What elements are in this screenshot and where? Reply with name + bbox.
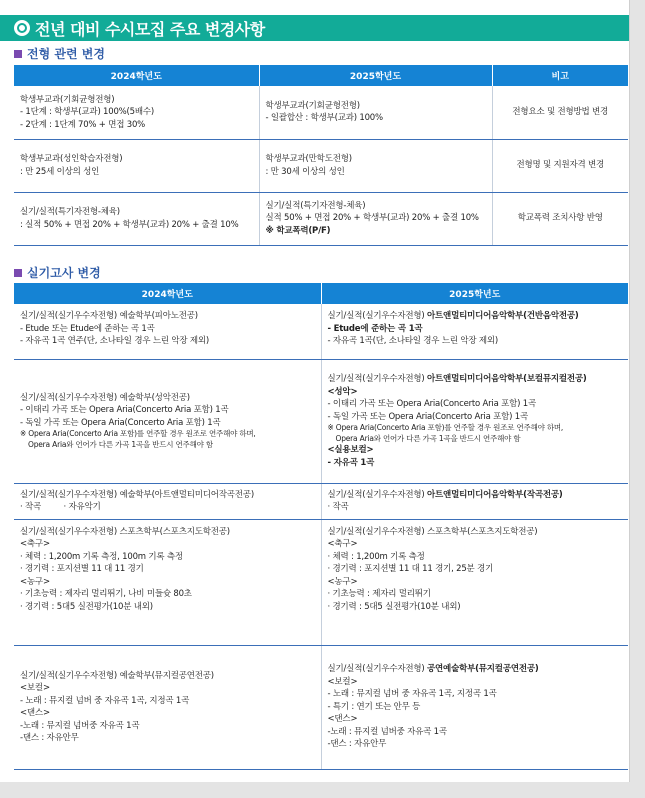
- title-banner: [0, 15, 629, 41]
- table-row: 학생부교과(성인학습자전형) : 만 25세 이상의 성인 학생부교과(만학도전형) : 만 30세 이상의 성인 전형명 및 지원자격 변경: [14, 139, 628, 192]
- table-header-row: [14, 283, 628, 304]
- note-cell: 전형명 및 지원자격 변경: [492, 139, 628, 192]
- table-row: 실기/실적(실기우수자전형) 예술학부(성악전공) - 이태리 가곡 또는 Opera Aria(Concerto Aria 포함) 1곡 - 독일 가곡 또는 Opera Aria(Concerto Aria 포함) 1곡 ※ Opera Aria(Concerto Aria 포함)를 연주할 경우 원조로 연주해야 하며, Opera Aria와 언어가 다른 가곡 1곡을 반드시 연주해야 함 실기/실적(실기우수자전형) 아트앤멀티미디어음악학부(보컬뮤지컬전공) <성악> - 이태리 가곡 또는 Opera Aria(Concerto Aria 포함) 1곡 - 독일 가곡 또는 Opera Aria(Concerto Aria 포함) 1곡 ※ Opera Aria(Concerto Aria 포함)를 연주할 경우 원조로 연주해야 하며, Opera Aria와 언어가 다른 가곡 1곡을 반드시 연주해야 함 <실용보컬> - 자유곡 1곡: [14, 359, 628, 483]
- practical-exam-table: [14, 283, 628, 770]
- admission-changes-table: [14, 65, 628, 246]
- column-header: 2025학년도: [321, 283, 628, 304]
- table-row: 학생부교과(기회균형전형) - 1단계 : 학생부(교과) 100%(5배수) - 2단계 : 1단계 70% + 면접 30% 학생부교과(기회균형전형) - 일괄합산 : 학생부(교과) 100% 전형요소 및 전형방법 변경: [14, 86, 628, 139]
- note-cell: 학교폭력 조치사항 반영: [492, 192, 628, 245]
- column-header: 2024학년도: [14, 65, 259, 86]
- column-header: 2025학년도: [259, 65, 492, 86]
- column-header: 2024학년도: [14, 283, 321, 304]
- table-row: 실기/실적(실기우수자전형) 예술학부(피아노전공) - Etude 또는 Etude에 준하는 곡 1곡 - 자유곡 1곡 연주(단, 소나타일 경우 느린 악장 제외) 실기/실적(실기우수자전형) 아트앤멀티미디어음악학부(건반음악전공) - Etude에 준하는 곡 1곡 - 자유곡 1곡(단, 소나타일 경우 느린 악장 제외): [14, 304, 628, 359]
- table-row: 실기/실적(실기우수자전형) 예술학부(아트앤멀티미디어작곡전공) · 작곡 · 자유악기 실기/실적(실기우수자전형) 아트앤멀티미디어음악학부(작곡전공) · 작곡: [14, 483, 628, 519]
- note-cell: 전형요소 및 전형방법 변경: [492, 86, 628, 139]
- square-bullet-icon: [14, 269, 22, 277]
- table-row: 실기/실적(실기우수자전형) 예술학부(뮤지컬공연전공) <보컬> - 노래 : 뮤지컬 넘버 중 자유곡 1곡, 지정곡 1곡 <댄스> -노래 : 뮤지컬 넘버중 자유곡 1곡 -댄스 : 자유안무 실기/실적(실기우수자전형) 공연예술학부(뮤지컬공연전공) <보컬> - 노래 : 뮤지컬 넘버 중 자유곡 1곡, 지정곡 1곡 - 특기 : 연기 또는 안무 등 <댄스> -노래 : 뮤지컬 넘버중 자유곡 1곡 -댄스 : 자유안무: [14, 645, 628, 769]
- section-heading-practical-exam: 실기고사 변경: [14, 264, 101, 281]
- table-row: 실기/실적(특기자전형-체육) : 실적 50% + 면접 20% + 학생부(교과) 20% + 출결 10% 실기/실적(특기자전형-체육) 실적 50% + 면접 20% + 학생부(교과) 20% + 출결 10% ※ 학교폭력(P/F) 학교폭력 조치사항 반영: [14, 192, 628, 245]
- column-header: 비고: [492, 65, 628, 86]
- table-row: 실기/실적(실기우수자전형) 스포츠학부(스포츠지도학전공) <축구> · 체력 : 1,200m 기록 측정, 100m 기록 측정 · 경기력 : 포지션별 11 대 11 경기 <농구> · 기초능력 : 제자리 멀리뛰기, 나비 미들슛 80초 · 경기력 : 5대5 실전평가(10분 내외) 실기/실적(실기우수자전형) 스포츠학부(스포츠지도학전공) <축구> · 체력 : 1,200m 기록 측정 · 경기력 : 포지션별 11 대 11 경기, 25분 경기 <농구> · 기초능력 : 제자리 멀리뛰기 · 경기력 : 5대5 실전평가(10분 내외): [14, 519, 628, 645]
- square-bullet-icon: [14, 50, 22, 58]
- leaf-logo-icon: [14, 20, 30, 36]
- section-heading-admission: 전형 관련 변경: [14, 45, 105, 62]
- table-header-row: [14, 65, 628, 86]
- page-title: 전년 대비 수시모집 주요 변경사항: [35, 19, 265, 39]
